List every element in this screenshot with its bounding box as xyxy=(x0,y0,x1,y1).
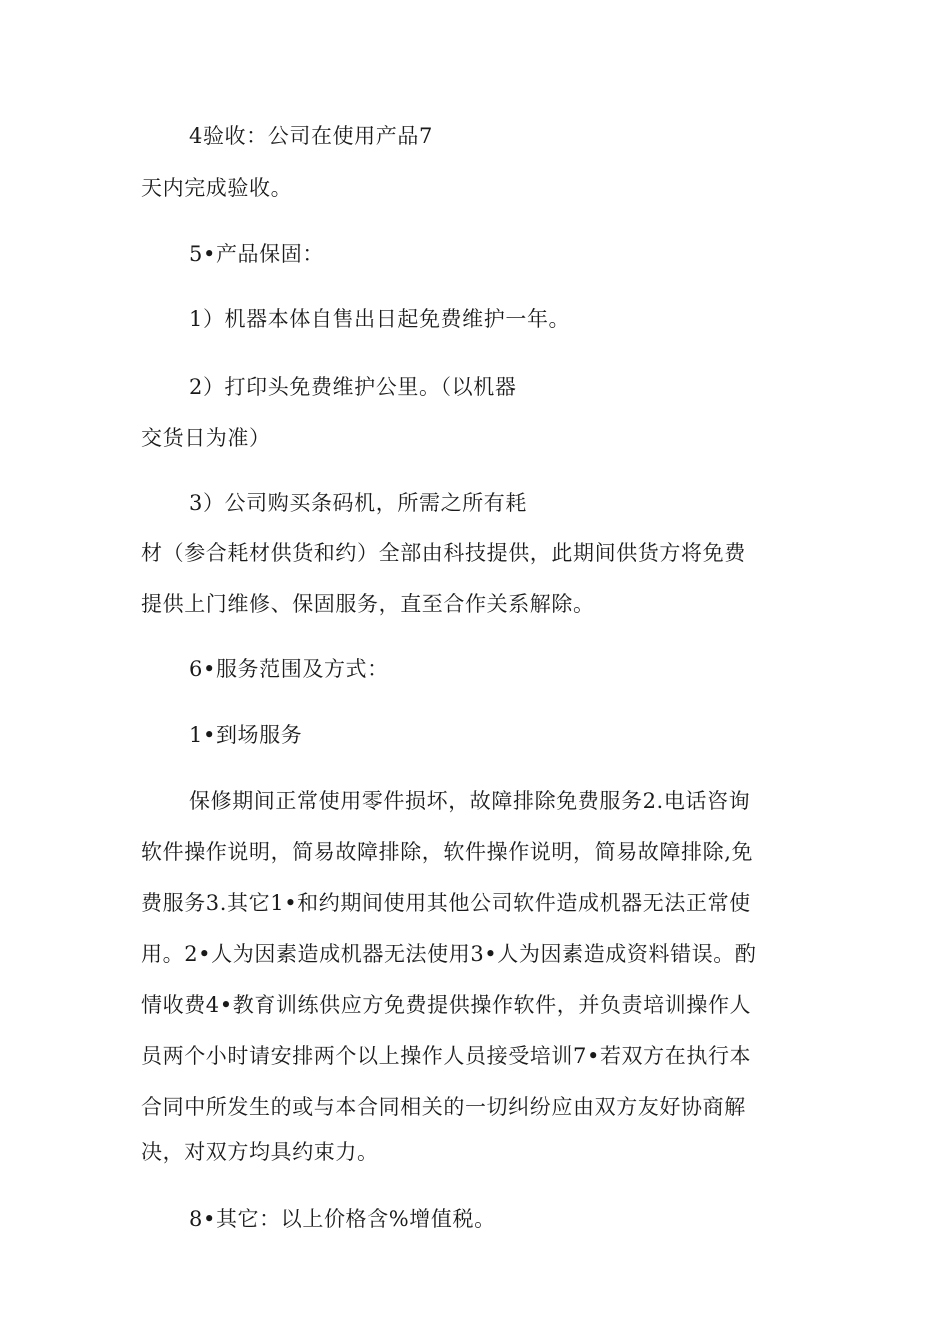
warranty-item-3-line-1: 3）公司购买条码机，所需之所有耗 xyxy=(189,491,527,515)
warranty-item-2-line-1: 2）打印头免费维护公里。（以机器 xyxy=(189,375,517,399)
service-scope-heading: 6•服务范围及方式： xyxy=(189,657,389,681)
acceptance-clause-line-2: 天内完成验收。 xyxy=(141,176,293,200)
warranty-item-1: 1）机器本体自售出日起免费维护一年。 xyxy=(189,307,571,331)
warranty-item-2-line-2: 交货日为准） xyxy=(141,426,271,450)
service-paragraph-line-6: 员两个小时请安排两个以上操作人员接受培训7•若双方在执行本 xyxy=(141,1044,752,1068)
service-paragraph-line-4: 用。2•人为因素造成机器无法使用3•人为因素造成资料错误。酌 xyxy=(141,942,757,966)
service-paragraph-line-5: 情收费4•教育训练供应方免费提供操作软件，并负责培训操作人 xyxy=(141,993,752,1017)
service-paragraph-line-2: 软件操作说明，简易故障排除，软件操作说明，简易故障排除,免 xyxy=(141,840,754,864)
service-paragraph-line-3: 费服务3.其它1•和约期间使用其他公司软件造成机器无法正常使 xyxy=(141,891,751,915)
service-paragraph-line-7: 合同中所发生的或与本合同相关的一切纠纷应由双方友好协商解 xyxy=(141,1095,746,1119)
warranty-heading: 5•产品保固： xyxy=(189,242,324,266)
warranty-item-3-line-2: 材（参合耗材供货和约）全部由科技提供，此期间供货方将免费 xyxy=(141,541,746,565)
acceptance-clause-line-1: 4验收：公司在使用产品7 xyxy=(189,124,433,148)
service-paragraph-line-8: 决，对双方均具约束力。 xyxy=(141,1140,379,1164)
other-clause: 8•其它：以上价格含%增值税。 xyxy=(189,1207,496,1231)
service-paragraph-line-1: 保修期间正常使用零件损坏，故障排除免费服务2.电话咨询 xyxy=(189,789,751,813)
onsite-service-heading: 1•到场服务 xyxy=(189,723,303,747)
warranty-item-3-line-3: 提供上门维修、保固服务，直至合作关系解除。 xyxy=(141,592,595,616)
